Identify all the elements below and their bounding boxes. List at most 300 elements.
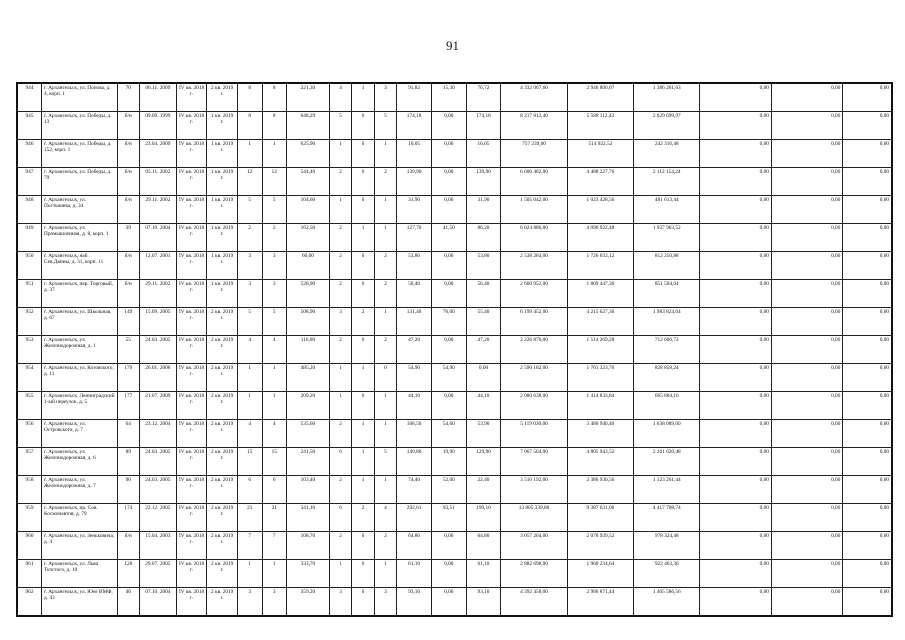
cell-rooms-private: 1 [352,448,374,476]
cell-row-number: 947 [17,168,42,196]
cell-document-number: 64 [117,420,139,448]
cell-row-number: 961 [17,560,42,588]
cell-fund-share: 4 488 327,76 [567,168,633,196]
cell-address: г. Архангельск, пр. Сов. Космонавтов, д. 79 [42,504,118,532]
cell-local-share-3: 0,00 [843,448,892,476]
cell-registered-count: 6 [262,476,287,504]
cell-address: г. Архангельск, ул. Попова, д. 4, корп. 1 [42,83,118,112]
cell-local-share-1: 0,00 [700,364,771,392]
cell-area-total: 508,90 [287,308,330,336]
cell-local-share-2: 0,00 [771,392,842,420]
cell-registered-count: 1 [262,560,287,588]
cell-area-total: 535,60 [287,420,330,448]
cell-registered-count: 2 [262,224,287,252]
cell-document-date: 12.07. 2001 [140,252,177,280]
cell-local-share-1: 0,00 [700,252,771,280]
cell-area-private: 0,00 [431,112,466,140]
cell-address: г. Архангельск, ул. Победы, д. 79 [42,168,118,196]
cell-area-municipal: 0,00 [466,364,501,392]
cell-local-share-2: 0,00 [771,308,842,336]
cell-rooms-private: 0 [352,588,374,617]
cell-cost-total: 2 538 284,00 [501,252,567,280]
cell-relocation-period: IV кв. 2018 г. [176,140,207,168]
cell-relocation-period: IV кв. 2018 г. [176,83,207,112]
cell-area-municipal: 55,40 [466,308,501,336]
cell-area-private: 0,00 [431,392,466,420]
cell-rooms-municipal: 1 [374,392,396,420]
cell-demolition-period: 2 кв. 2019 г. [207,336,238,364]
cell-area-total: 221,30 [287,83,330,112]
cell-area-relocated: 56,40 [397,280,432,308]
cell-local-share-2: 0,00 [771,336,842,364]
cell-rooms-private: 1 [352,364,374,392]
cell-residents-count: 8 [238,83,263,112]
cell-row-number: 944 [17,83,42,112]
cell-registered-count: 5 [262,196,287,224]
cell-document-date: 07.10. 2004 [140,224,177,252]
cell-rooms-municipal: 1 [374,196,396,224]
cell-local-share-2: 0,00 [771,252,842,280]
cell-local-share-3: 0,00 [843,532,892,560]
cell-rooms-private: 1 [352,476,374,504]
cell-local-share-1: 0,00 [700,448,771,476]
cell-local-share-1: 0,00 [700,532,771,560]
cell-area-relocated: 31,90 [397,196,432,224]
cell-residents-count: 6 [238,476,263,504]
cell-fund-share: 2 986 871,44 [567,588,633,617]
table-row [17,560,892,588]
cell-region-share: 4 417 708,74 [634,504,700,532]
cell-cost-total: 2 882 698,00 [501,560,567,588]
cell-residents-count: 1 [238,392,263,420]
cell-rooms-private: 2 [352,504,374,532]
cell-rooms-municipal: 3 [374,588,396,617]
cell-area-relocated: 127,70 [397,224,432,252]
cell-residents-count: 7 [238,532,263,560]
cell-local-share-1: 0,00 [700,336,771,364]
cell-registered-count: 21 [262,504,287,532]
cell-fund-share: 1 726 033,12 [567,252,633,280]
cell-document-number: б/н [117,196,139,224]
cell-row-number: 946 [17,140,42,168]
cell-registered-count: 7 [262,532,287,560]
cell-document-number: б/н [117,280,139,308]
cell-document-number: б/н [117,252,139,280]
cell-demolition-period: 2 кв. 2019 г. [207,560,238,588]
cell-area-private: 0,00 [431,252,466,280]
cell-local-share-3: 0,00 [843,168,892,196]
cell-document-number: 90 [117,476,139,504]
cell-region-share: 2 261 620,48 [634,448,700,476]
cell-rooms-private: 1 [352,83,374,112]
cell-region-share: 828 858,24 [634,364,700,392]
cell-fund-share: 4 805 943,52 [567,448,633,476]
housing-registry-table [16,82,893,617]
cell-local-share-3: 0,00 [843,336,892,364]
cell-region-share: 2 112 154,24 [634,168,700,196]
cell-area-total: 341,10 [287,504,330,532]
cell-local-share-1: 0,00 [700,308,771,336]
cell-local-share-1: 0,00 [700,392,771,420]
cell-cost-total: 7 067 564,00 [501,448,567,476]
cell-local-share-1: 0,00 [700,588,771,617]
cell-fund-share: 2 078 939,52 [567,532,633,560]
cell-local-share-3: 0,00 [843,83,892,112]
cell-address: г. Архангельск, ул. Школьная, д. 67 [42,308,118,336]
cell-local-share-2: 0,00 [771,476,842,504]
cell-area-private: 0,00 [431,560,466,588]
cell-area-municipal: 129,90 [466,448,501,476]
cell-cost-total: 3 510 192,00 [501,476,567,504]
cell-region-share: 665 804,16 [634,392,700,420]
cell-rooms-private: 0 [352,140,374,168]
cell-demolition-period: 2 кв. 2019 г. [207,532,238,560]
cell-region-share: 242 316,48 [634,140,700,168]
cell-region-share: 922 463,36 [634,560,700,588]
cell-local-share-3: 0,00 [843,140,892,168]
cell-area-private: 76,00 [431,308,466,336]
cell-relocation-period: IV кв. 2018 г. [176,112,207,140]
cell-rooms-total: 1 [329,364,351,392]
cell-rooms-municipal: 2 [374,280,396,308]
cell-region-share: 712 606,72 [634,336,700,364]
cell-document-number: 70 [117,83,139,112]
cell-area-total: 625,90 [287,140,330,168]
table-row [17,224,892,252]
cell-registered-count: 3 [262,252,287,280]
cell-relocation-period: IV кв. 2018 г. [176,448,207,476]
cell-area-relocated: 139,90 [397,168,432,196]
table-row [17,336,892,364]
cell-row-number: 960 [17,532,42,560]
cell-residents-count: 3 [238,252,263,280]
table-row [17,420,892,448]
table-row [17,252,892,280]
cell-residents-count: 1 [238,560,263,588]
cell-local-share-3: 0,00 [843,392,892,420]
cell-residents-count: 8 [238,112,263,140]
cell-area-municipal: 22,40 [466,476,501,504]
cell-document-date: 26.01. 2006 [140,364,177,392]
table-row [17,504,892,532]
cell-demolition-period: 1 кв. 2019 г. [207,224,238,252]
cell-area-private: 54,60 [431,420,466,448]
table-row [17,196,892,224]
cell-fund-share: 4 215 627,36 [567,308,633,336]
cell-rooms-municipal: 1 [374,308,396,336]
cell-rooms-municipal: 1 [374,420,396,448]
cell-relocation-period: IV кв. 2018 г. [176,504,207,532]
cell-local-share-2: 0,00 [771,224,842,252]
cell-registered-count: 5 [262,308,287,336]
cell-document-number: б/н [117,532,139,560]
cell-local-share-2: 0,00 [771,532,842,560]
cell-residents-count: 4 [238,336,263,364]
cell-rooms-private: 2 [352,308,374,336]
cell-document-date: 15.09. 2005 [140,308,177,336]
table-row [17,588,892,617]
table-row [17,83,892,112]
cell-residents-count: 5 [238,308,263,336]
cell-rooms-total: 1 [329,196,351,224]
cell-document-date: 21.07. 2009 [140,392,177,420]
cell-rooms-municipal: 4 [374,504,396,532]
cell-area-municipal: 61,10 [466,560,501,588]
cell-rooms-municipal: 5 [374,448,396,476]
page-number: 91 [446,38,459,53]
cell-relocation-period: IV кв. 2018 г. [176,560,207,588]
cell-relocation-period: IV кв. 2018 г. [176,252,207,280]
cell-area-total: 103,40 [287,476,330,504]
cell-area-private: 0,00 [431,140,466,168]
cell-area-municipal: 199,10 [466,504,501,532]
cell-document-number: 39 [117,224,139,252]
cell-area-relocated: 292,61 [397,504,432,532]
cell-document-date: 09.09. 1999 [140,112,177,140]
cell-row-number: 959 [17,504,42,532]
cell-local-share-1: 0,00 [700,83,771,112]
cell-demolition-period: 2 кв. 2019 г. [207,308,238,336]
cell-rooms-municipal: 2 [374,532,396,560]
cell-demolition-period: 2 кв. 2019 г. [207,588,238,617]
cell-registered-count: 4 [262,420,287,448]
cell-area-private: 0,00 [431,280,466,308]
cell-local-share-1: 0,00 [700,420,771,448]
cell-document-date: 23.12. 2004 [140,420,177,448]
cell-local-share-3: 0,00 [843,504,892,532]
cell-row-number: 958 [17,476,42,504]
cell-registered-count: 1 [262,364,287,392]
cell-local-share-2: 0,00 [771,448,842,476]
cell-relocation-period: IV кв. 2018 г. [176,168,207,196]
cell-demolition-period: 2 кв. 2019 г. [207,420,238,448]
cell-area-relocated: 64,80 [397,532,432,560]
cell-local-share-2: 0,00 [771,140,842,168]
cell-document-number: 55 [117,336,139,364]
cell-rooms-total: 1 [329,392,351,420]
cell-cost-total: 6 600 482,00 [501,168,567,196]
cell-demolition-period: 1 кв. 2019 г. [207,252,238,280]
cell-rooms-private: 0 [352,280,374,308]
cell-fund-share: 3 480 940,40 [567,420,633,448]
cell-address: г. Архангельск, ул. Победы, д. 152, корп. 1 [42,140,118,168]
cell-address: г. Архангельск, ул. Железнодорожная, д. 7 [42,476,118,504]
table-row [17,112,892,140]
cell-demolition-period: 1 кв. 2019 г. [207,280,238,308]
cell-area-municipal: 76,72 [466,83,501,112]
cell-document-date: 07.10. 2004 [140,588,177,617]
cell-cost-total: 4 332 067,60 [501,83,567,112]
cell-area-total: 116,80 [287,336,330,364]
cell-local-share-1: 0,00 [700,280,771,308]
cell-rooms-private: 1 [352,420,374,448]
cell-rooms-private: 1 [352,224,374,252]
cell-area-total: 108,70 [287,532,330,560]
cell-local-share-3: 0,00 [843,224,892,252]
cell-area-total: 241,50 [287,448,330,476]
cell-area-total: 544,40 [287,168,330,196]
cell-local-share-1: 0,00 [700,504,771,532]
cell-area-relocated: 54,90 [397,364,432,392]
cell-rooms-municipal: 1 [374,560,396,588]
cell-area-relocated: 108,50 [397,420,432,448]
cell-local-share-2: 0,00 [771,504,842,532]
cell-rooms-total: 2 [329,476,351,504]
cell-region-share: 851 504,64 [634,280,700,308]
cell-cost-total: 1 505 042,00 [501,196,567,224]
cell-document-date: 29.11. 2002 [140,196,177,224]
cell-local-share-1: 0,00 [700,168,771,196]
cell-relocation-period: IV кв. 2018 г. [176,392,207,420]
cell-fund-share: 1 023 428,56 [567,196,633,224]
cell-rooms-total: 6 [329,504,351,532]
cell-area-private: 0,00 [431,196,466,224]
cell-rooms-total: 3 [329,308,351,336]
cell-registered-count: 1 [262,392,287,420]
cell-rooms-private: 0 [352,112,374,140]
cell-region-share: 812 250,88 [634,252,700,280]
cell-local-share-2: 0,00 [771,196,842,224]
cell-area-municipal: 47,20 [466,336,501,364]
cell-cost-total: 2 226 876,00 [501,336,567,364]
cell-cost-total: 2 080 638,00 [501,392,567,420]
cell-row-number: 955 [17,392,42,420]
cell-region-share: 1 123 261,44 [634,476,700,504]
cell-region-share: 481 613,44 [634,196,700,224]
cell-demolition-period: 1 кв. 2019 г. [207,168,238,196]
cell-area-municipal: 139,90 [466,168,501,196]
cell-local-share-1: 0,00 [700,140,771,168]
cell-cost-total: 2 590 182,00 [501,364,567,392]
cell-demolition-period: 2 кв. 2019 г. [207,476,238,504]
cell-rooms-municipal: 5 [374,112,396,140]
cell-fund-share: 1 514 269,28 [567,336,633,364]
cell-local-share-2: 0,00 [771,83,842,112]
cell-area-private: 15,30 [431,83,466,112]
cell-area-total: 528,90 [287,280,330,308]
cell-document-number: 128 [117,560,139,588]
cell-relocation-period: IV кв. 2018 г. [176,364,207,392]
cell-local-share-3: 0,00 [843,420,892,448]
cell-local-share-1: 0,00 [700,196,771,224]
cell-document-number: 177 [117,392,139,420]
cell-rooms-private: 0 [352,196,374,224]
cell-row-number: 956 [17,420,42,448]
cell-row-number: 962 [17,588,42,617]
table-row [17,392,892,420]
cell-local-share-3: 0,00 [843,560,892,588]
cell-cost-total: 2 660 952,00 [501,280,567,308]
cell-relocation-period: IV кв. 2018 г. [176,588,207,617]
cell-rooms-private: 0 [352,252,374,280]
cell-area-private: 54,90 [431,364,466,392]
cell-cost-total: 757 239,00 [501,140,567,168]
cell-cost-total: 13 805 339,80 [501,504,567,532]
cell-row-number: 950 [17,252,42,280]
cell-area-relocated: 16,05 [397,140,432,168]
table-row [17,364,892,392]
cell-document-date: 22.12. 2005 [140,504,177,532]
cell-rooms-municipal: 1 [374,224,396,252]
cell-area-total: 359,20 [287,588,330,617]
cell-area-municipal: 174,18 [466,112,501,140]
cell-rooms-private: 0 [352,392,374,420]
cell-document-number: 149 [117,308,139,336]
cell-local-share-3: 0,00 [843,252,892,280]
cell-local-share-2: 0,00 [771,588,842,617]
cell-rooms-municipal: 0 [374,364,396,392]
cell-document-date: 24.03. 2005 [140,336,177,364]
cell-row-number: 954 [17,364,42,392]
cell-area-relocated: 93,10 [397,588,432,617]
cell-area-relocated: 61,10 [397,560,432,588]
cell-rooms-total: 2 [329,420,351,448]
cell-address: г. Архангельск, ул. Зеньковича, д. 4 [42,532,118,560]
cell-area-private: 0,00 [431,532,466,560]
cell-cost-total: 3 057 264,00 [501,532,567,560]
cell-area-relocated: 53,80 [397,252,432,280]
cell-region-share: 2 629 699,97 [634,112,700,140]
cell-area-municipal: 53,80 [466,252,501,280]
cell-registered-count: 3 [262,588,287,617]
cell-local-share-1: 0,00 [700,476,771,504]
cell-document-date: 29.07. 2005 [140,560,177,588]
cell-rooms-total: 1 [329,560,351,588]
cell-fund-share: 9 387 631,06 [567,504,633,532]
cell-registered-count: 3 [262,280,287,308]
cell-relocation-period: IV кв. 2018 г. [176,224,207,252]
cell-residents-count: 12 [238,168,263,196]
cell-local-share-1: 0,00 [700,112,771,140]
cell-local-share-3: 0,00 [843,112,892,140]
cell-registered-count: 15 [262,448,287,476]
cell-region-share: 1 638 089,60 [634,420,700,448]
cell-address: г. Архангельск, наб. Сев.Двины, д. 31, корп. 11 [42,252,118,280]
cell-area-total: 60,00 [287,252,330,280]
cell-relocation-period: IV кв. 2018 г. [176,280,207,308]
cell-local-share-2: 0,00 [771,168,842,196]
cell-rooms-total: 3 [329,588,351,617]
cell-address: г. Архангельск, ул. Котовского, д. 11 [42,364,118,392]
cell-residents-count: 2 [238,224,263,252]
cell-address: г. Архангельск, ул. Островского, д. 7 [42,420,118,448]
cell-document-number: б/н [117,140,139,168]
cell-rooms-private: 0 [352,336,374,364]
table-row [17,308,892,336]
cell-registered-count: 8 [262,83,287,112]
cell-address: г. Архангельск, пер. Торговый, д. 37 [42,280,118,308]
cell-rooms-total: 2 [329,532,351,560]
cell-area-relocated: 44,10 [397,392,432,420]
cell-demolition-period: 2 кв. 2019 г. [207,364,238,392]
cell-relocation-period: IV кв. 2018 г. [176,532,207,560]
cell-cost-total: 4 392 458,00 [501,588,567,617]
cell-region-share: 1 386 261,63 [634,83,700,112]
cell-area-municipal: 64,80 [466,532,501,560]
cell-area-total: 648,29 [287,112,330,140]
cell-registered-count: 4 [262,336,287,364]
table-row [17,280,892,308]
cell-area-municipal: 31,90 [466,196,501,224]
cell-area-municipal: 53,90 [466,420,501,448]
cell-local-share-2: 0,00 [771,364,842,392]
cell-row-number: 945 [17,112,42,140]
cell-area-relocated: 91,82 [397,83,432,112]
cell-row-number: 949 [17,224,42,252]
cell-residents-count: 15 [238,448,263,476]
cell-row-number: 948 [17,196,42,224]
cell-area-private: 19,90 [431,448,466,476]
